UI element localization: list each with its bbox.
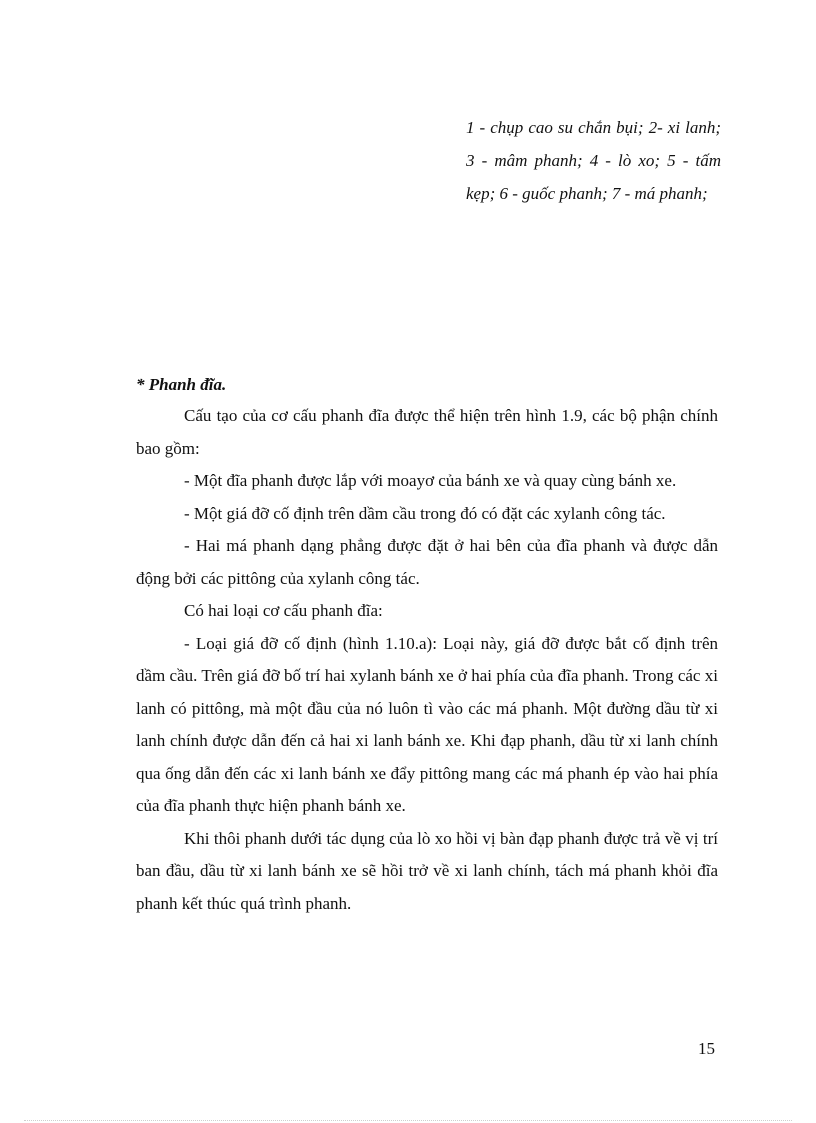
paragraph-intro: Cấu tạo của cơ cấu phanh đĩa được thể hiện trên hình 1.9, các bộ phận chính bao gồm: bbox=[136, 406, 718, 458]
page-number: 15 bbox=[698, 1039, 715, 1058]
paragraph-fixed-caliper: - Loại giá đỡ cố định (hình 1.10.a): Loại này, giá đỡ được bắt cố định trên dầm cầu. Trên giá đỡ bố trí hai xylanh bánh xe ở hai phía của đĩa phanh. Trong các xi lanh có pittông, mà một đầu của nó luôn tì vào các má phanh. Một đường dầu từ xi lanh chính được dẫn đến cả hai xi lanh bánh xe. Khi đạp phanh, dầu từ xi lanh chính qua ống dẫn đến các xi lanh bánh xe đẩy pittông mang các má phanh ép vào hai phía của đĩa phanh thực hiện phanh bánh xe. bbox=[136, 633, 718, 815]
paragraph-bracket: - Một giá đỡ cố định trên dầm cầu trong đó có đặt các xylanh công tác. bbox=[184, 503, 666, 523]
paragraph-release: Khi thôi phanh dưới tác dụng của lò xo hồi vị bàn đạp phanh được trả về vị trí ban đầu, dầu từ xi lanh bánh xe sẽ hồi trở về xi lanh chính, tách má phanh khỏi đĩa phanh kết thúc quá trình phanh. bbox=[136, 828, 718, 913]
figure-caption: 1 - chụp cao su chắn bụi; 2- xi lanh; 3 - mâm phanh; 4 - lò xo; 5 - tấm kẹp; 6 - guốc phanh; 7 - má phanh; bbox=[466, 118, 721, 203]
bottom-divider bbox=[24, 1120, 792, 1121]
paragraph-types: Có hai loại cơ cấu phanh đĩa: bbox=[184, 601, 383, 620]
paragraph-pads: - Hai má phanh dạng phẳng được đặt ở hai bên của đĩa phanh và được dẫn động bởi các pittông của xylanh công tác. bbox=[136, 536, 718, 588]
body-text bbox=[136, 400, 718, 920]
section-heading: * Phanh đĩa. bbox=[136, 375, 227, 394]
paragraph-disc: - Một đĩa phanh được lắp với moayơ của bánh xe và quay cùng bánh xe. bbox=[184, 471, 677, 490]
